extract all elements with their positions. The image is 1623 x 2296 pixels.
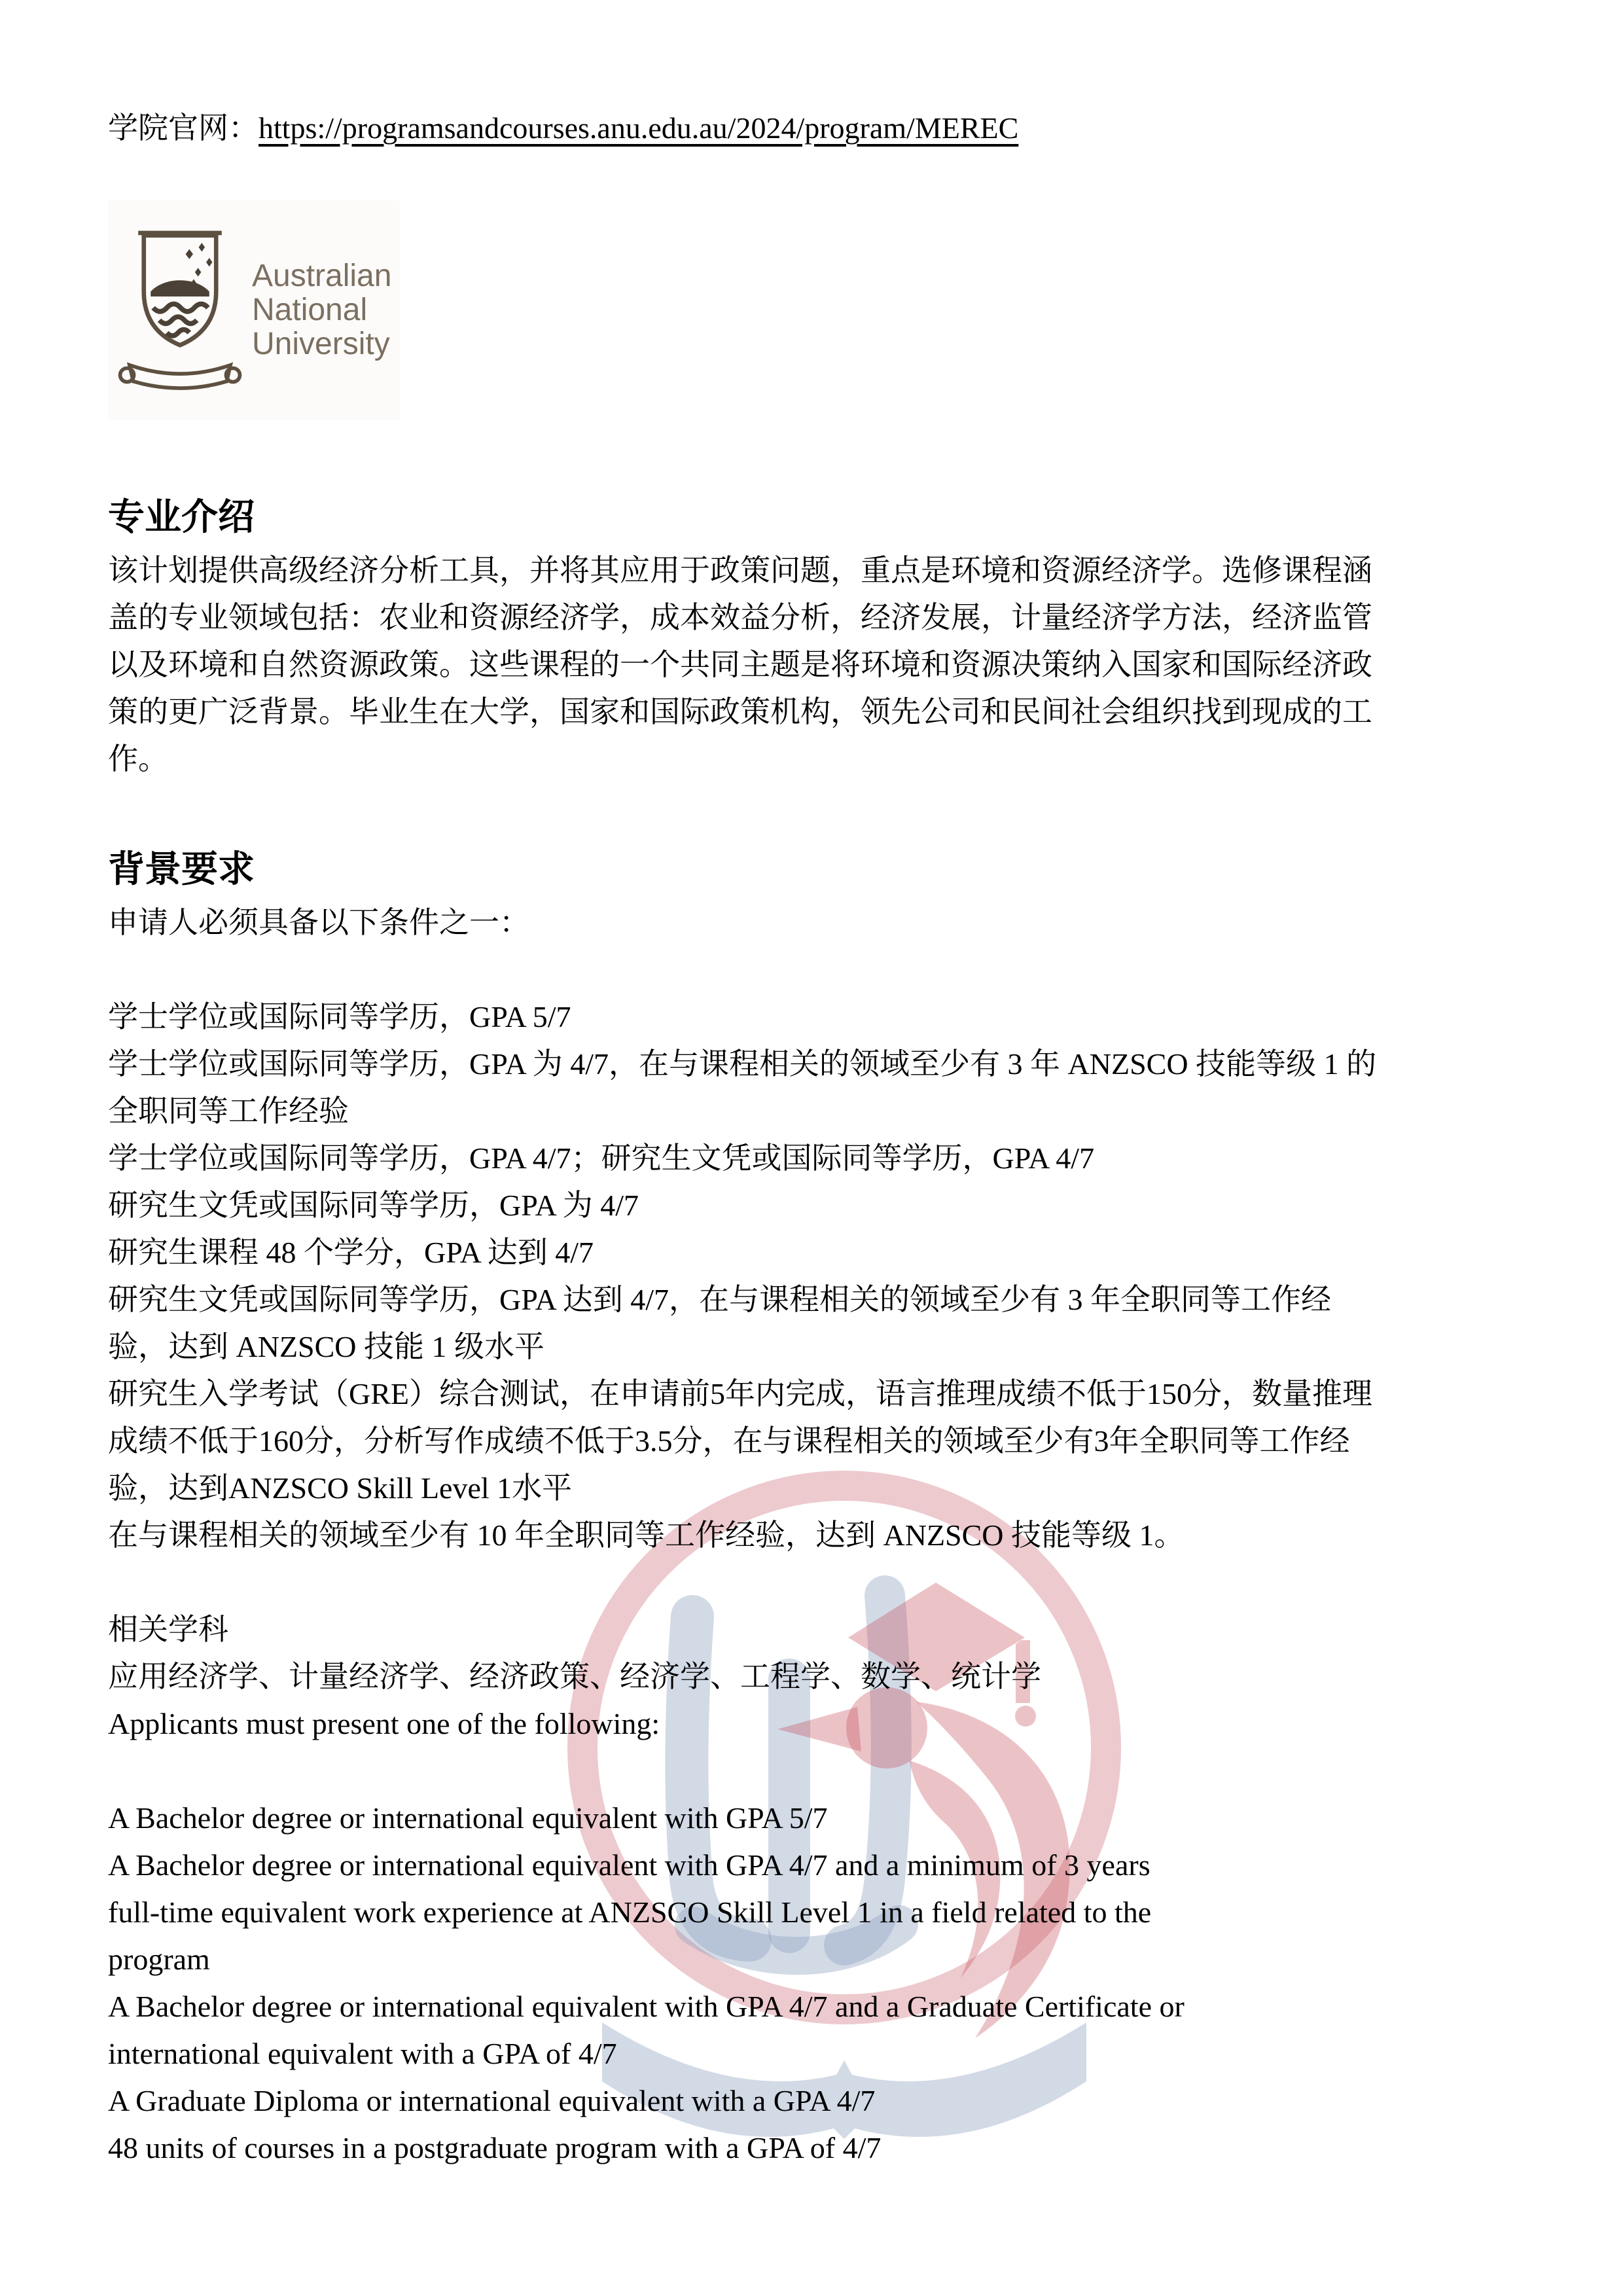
section-heading-intro: 专业介绍 [108, 497, 255, 538]
text-line: 以及环境和自然资源政策。这些课程的一个共同主题是将环境和资源决策纳入国家和国际经济政 [108, 648, 1372, 681]
anu-logo-text-line: National [252, 293, 368, 327]
text-line: 盖的专业领域包括：农业和资源经济学，成本效益分析，经济发展，计量经济学方法，经济监管 [108, 601, 1372, 634]
text-line: A Bachelor degree or international equivalent with GPA 5/7 [108, 1801, 828, 1835]
text-line: 研究生文凭或国际同等学历，GPA 达到 4/7，在与课程相关的领域至少有 3 年全职同等工作经 [108, 1283, 1332, 1316]
text-line: 相关学科 [108, 1613, 228, 1646]
text-line: A Bachelor degree or international equivalent with GPA 4/7 and a minimum of 3 years [108, 1848, 1150, 1882]
text-line: 该计划提供高级经济分析工具，并将其应用于政策问题，重点是环境和资源经济学。选修课程涵 [108, 554, 1372, 587]
text-line: 全职同等工作经验 [108, 1094, 349, 1128]
anu-crest-icon [115, 212, 245, 408]
text-line: 学士学位或国际同等学历，GPA 4/7；研究生文凭或国际同等学历，GPA 4/7 [108, 1141, 1095, 1175]
text-line: A Graduate Diploma or international equivalent with a GPA 4/7 [108, 2084, 876, 2117]
anu-logo-text-line: University [252, 327, 390, 361]
text-line: 学士学位或国际同等学历，GPA 为 4/7，在与课程相关的领域至少有 3 年 ANZSCO 技能等级 1 的 [108, 1047, 1377, 1081]
text-line: 策的更广泛背景。毕业生在大学，国家和国际政策机构，领先公司和民间社会组织找到现成的工 [108, 695, 1372, 728]
text-line: program [108, 1943, 210, 1976]
text-line: 验，达到 ANZSCO 技能 1 级水平 [108, 1330, 545, 1363]
header-line [108, 105, 1518, 152]
intro-paragraph [108, 547, 1518, 783]
text-line: 作。 [108, 742, 168, 776]
requirements-list [108, 899, 1518, 2172]
anu-logo [108, 200, 400, 420]
text-line: 应用经济学、计量经济学、经济政策、经济学、工程学、数学、统计学 [108, 1660, 1041, 1693]
anu-logo-text-line: Australian [252, 259, 392, 293]
anu-logo-text [252, 259, 391, 361]
text-line: 申请人必须具备以下条件之一： [108, 906, 529, 939]
text-line: A Bachelor degree or international equivalent with GPA 4/7 and a Graduate Certificate or [108, 1990, 1185, 2023]
text-line: 研究生文凭或国际同等学历，GPA 为 4/7 [108, 1189, 639, 1222]
text-line [108, 1559, 1518, 1606]
text-line: 在与课程相关的领域至少有 10 年全职同等工作经验，达到 ANZSCO 技能等级 1。 [108, 1518, 1185, 1552]
text-line [108, 1748, 1518, 1795]
text-line: international equivalent with a GPA of 4/7 [108, 2037, 617, 2070]
text-line: full-time equivalent work experience at ANZSCO Skill Level 1 in a field related to the [108, 1895, 1152, 1929]
text-line: 验，达到ANZSCO Skill Level 1水平 [108, 1471, 573, 1505]
section-heading-requirements: 背景要求 [108, 850, 255, 890]
program-url-link[interactable]: https://programsandcourses.anu.edu.au/2024/program/MEREC [259, 111, 1019, 145]
text-line: 研究生入学考试（GRE）综合测试，在申请前5年内完成，语言推理成绩不低于150分，数量推理 [108, 1377, 1372, 1410]
southern-cross-stars [186, 243, 213, 287]
text-line: 学士学位或国际同等学历，GPA 5/7 [108, 1000, 571, 1033]
text-line: 研究生课程 48 个学分，GPA 达到 4/7 [108, 1236, 594, 1269]
text-line: 48 units of courses in a postgraduate program with a GPA of 4/7 [108, 2131, 882, 2164]
site-label: 学院官网： [108, 111, 259, 145]
text-line: Applicants must present one of the following: [108, 1707, 660, 1740]
text-line [108, 946, 1518, 994]
text-line: 成绩不低于160分，分析写作成绩不低于3.5分，在与课程相关的领域至少有3年全职同等工作经 [108, 1424, 1350, 1458]
